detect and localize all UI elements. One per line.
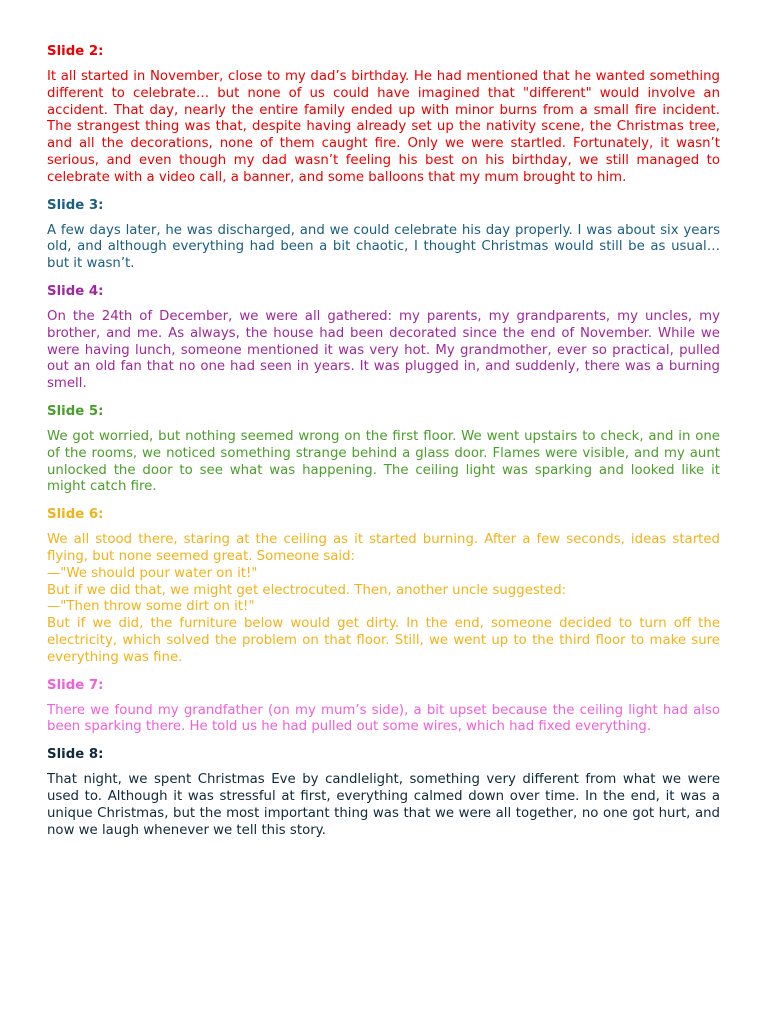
slide-7-section (47, 677, 720, 737)
slide-4-section (47, 283, 720, 393)
slide-3-heading: Slide 3: (47, 197, 104, 213)
slide-5-heading: Slide 5: (47, 403, 104, 419)
slide-7-heading: Slide 7: (47, 677, 104, 693)
slide-3-body: A few days later, he was discharged, and we could celebrate his day properly. I was about six years old, and although everything had been a bit chaotic, I thought Christmas would still be as usual… but it wasn’t. (47, 222, 720, 272)
slide-6-body: We all stood there, staring at the ceiling as it started burning. After a few seconds, ideas started flying, but none seemed great. Someone said: —"We should pour water on it!" But if we did that, we might get electrocuted. Then, another uncle suggested: —"Then throw some dirt on it!" But if we did, the furniture below would get dirty. In the end, someone decided to turn off the electricity, which solved the problem on that floor. Still, we went up to the third floor to make sure everything was fine. (47, 532, 720, 665)
slide-2-section (47, 43, 720, 187)
slide-8-section (47, 746, 720, 839)
slide-8-body: That night, we spent Christmas Eve by candlelight, something very different from what we were used to. Although it was stressful at first, everything calmed down over time. In the end, it was a unique Christmas, but the most important thing was that we were all together, no one got hurt, and now we laugh whenever we tell this story. (47, 772, 720, 838)
slide-4-body: On the 24th of December, we were all gathered: my parents, my grandparents, my uncles, my brother, and me. As always, the house had been decorated since the end of November. While we were having lunch, someone mentioned it was very hot. My grandmother, ever so practical, pulled out an old fan that no one had seen in years. It was plugged in, and suddenly, there was a burning smell. (47, 308, 720, 392)
slide-8-heading: Slide 8: (47, 747, 104, 763)
slide-4-heading: Slide 4: (47, 283, 104, 299)
slide-6-heading: Slide 6: (47, 507, 104, 523)
slide-3-section (47, 197, 720, 273)
slide-7-body: There we found my grandfather (on my mum’s side), a bit upset because the ceiling light had also been sparking there. He told us he had pulled out some wires, which had fixed everything. (47, 702, 720, 735)
slide-5-body: We got worried, but nothing seemed wrong on the first floor. We went upstairs to check, and in one of the rooms, we noticed something strange behind a glass door. Flames were visible, and my aunt unlocked the door to see what was happening. The ceiling light was sparking and looked like it might catch fire. (47, 428, 720, 495)
slide-6-section (47, 506, 720, 666)
slide-2-heading: Slide 2: (47, 44, 104, 59)
slide-2-body: It all started in November, close to my dad’s birthday. He had mentioned that he wanted something different to celebrate… but none of us could have imagined that "different" would involve an accident. That day, nearly the entire family ended up with minor burns from a small fire incident. The strangest thing was that, despite having already set up the nativity scene, the Christmas tree, and all the decorations, none of them caught fire. Only we were startled. Fortunately, it wasn’t serious, and even though my dad wasn’t feeling his best on his birthday, we still managed to celebrate with a video call, a banner, and some balloons that my mum brought to him. (47, 69, 720, 185)
slide-5-section (47, 403, 720, 496)
